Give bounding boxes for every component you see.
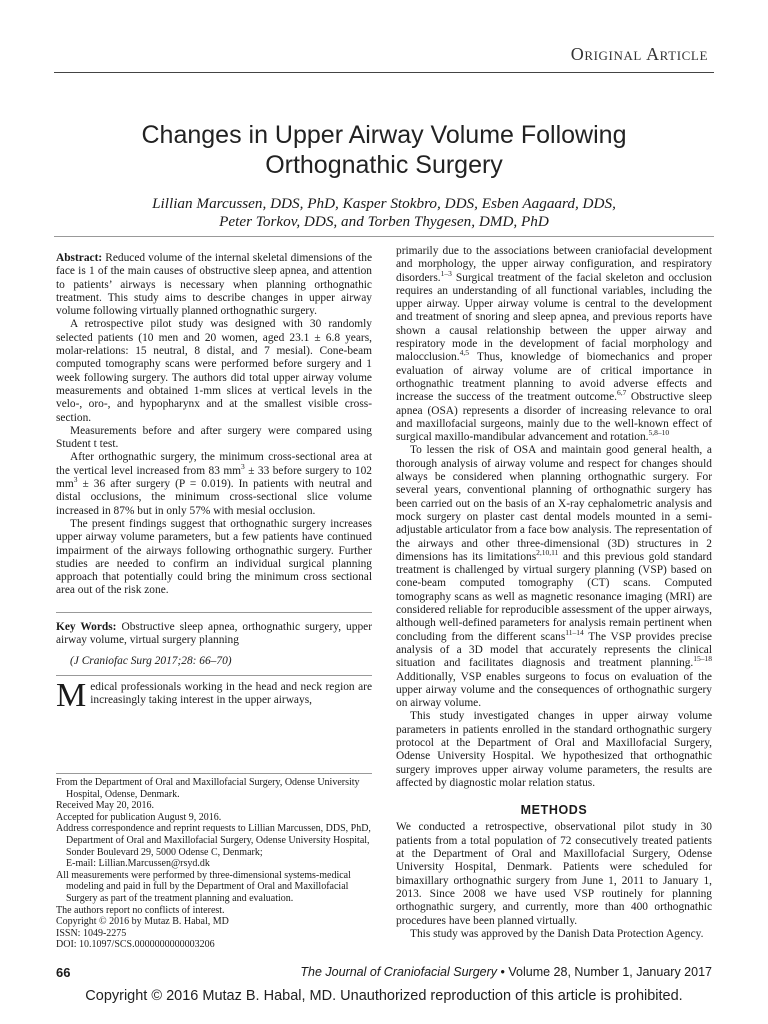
footnotes [56, 773, 372, 951]
body-paragraph-2 [396, 444, 712, 710]
intro-text: edical professionals working in the head and neck region are increasingly taking interest in the upper airways, [90, 680, 372, 706]
methods-paragraph-2: This study was approved by the Danish Data Protection Agency. [410, 927, 704, 940]
header-rule [54, 72, 714, 73]
superscript: 3 [241, 461, 245, 471]
reference-superscript: 4,5 [459, 348, 469, 358]
abstract-paragraph-1 [56, 252, 372, 318]
footnote-received: Received May 20, 2016. [56, 800, 155, 812]
body-text: primarily due to the associations between craniofacial development and morphology, the upper airway configuration, and respiratory disorders. [396, 245, 712, 284]
intro-paragraph [56, 676, 372, 714]
footnote-rule [56, 773, 372, 774]
journal-info [212, 965, 712, 979]
separator-bullet: • [500, 965, 505, 979]
abstract-paragraph-3: Measurements before and after surgery were compared using Student t test. [56, 424, 372, 451]
drop-cap: M [56, 676, 87, 714]
keywords-text: Obstructive sleep apnea, orthognathic surgery, upper airway volume, virtual surgery planning [56, 620, 372, 647]
body-text: The VSP provides precise analysis of a 3D model that accurately represents the clinical situation and facilitates diagnosis and treatment planning. [396, 630, 712, 670]
body-paragraph-1 [396, 245, 712, 444]
page-number: 66 [56, 965, 71, 980]
section-label: Original Article [570, 44, 708, 64]
footnote-email: E-mail: Lillian.Marcussen@rsyd.dk [66, 858, 210, 870]
body-text: and this previous gold standard treatment is challenged by virtual surgery planning (VSP) based on cone-beam computed tomography (CT) scans. Computed tomography scans as well as magnetic resonance imaging (MRI) are considered reliable for reproducible assessment of the upper airways, although well-defined parameters for analysis remain pertinent when concluding from the different scans [396, 550, 712, 643]
article-title [60, 120, 708, 180]
body-text: To lessen the risk of OSA and maintain good general health, a thorough analysis of airway volume and respect for changes should always be considered when planning orthognathic surgery. For several years, conventional planning of orthognathic surgery has been carried out on the basis of an X-ray cephalometric analysis and mock surgery on plaster cast dental models mounted in a semi-adjustable articulator from a face bow analysis. The representation of the airways and other three-dimensional (3D) structures in 2 dimensions has its limitations [396, 444, 712, 563]
reference-superscript: 6,7 [617, 388, 627, 398]
body-text: Additionally, VSP enables surgeons to focus on evaluation of the upper airway volume and the consequences of orthognathic surgery on airway volume. [396, 670, 712, 710]
abstract-text-1: Reduced volume of the internal skeletal dimensions of the face is 1 of the main causes of obstructive sleep apnea, and attention to patients’ airways is necessary when planning orthognathic treatment. This study aims to describe changes in upper airway volume following virtually planned orthognathic surgery. [56, 252, 372, 318]
reference-superscript: 1–3 [440, 268, 452, 278]
left-column [56, 252, 373, 714]
footnote-funding: All measurements were performed by three-dimensional systems-medical modeling and paid in full by the Department of Oral and Maxillofacial Surgery as part of the treatment planning and evaluation. [56, 869, 351, 904]
reference-superscript: 5,8–10 [648, 428, 670, 438]
authors-line-1: Lillian Marcussen, DDS, PhD, Kasper Stokbro, DDS, Esben Aagaard, DDS, [152, 195, 616, 212]
abstract-paragraph-2: A retrospective pilot study was designed with 30 randomly selected patients (10 men and 20 women, aged 23.1 ± 6.8 years, molar-relations: 15 neutral, 8 distal, and 7 mesial). Cone-beam computed tomography scans were performed before surgery and 1 week following surgery. The authors did total upper airway volume measurements and obtained 1-mm slices at vertical levels in the velo-, oro-, and hypopharynx and at the smallest visible cross-section. [56, 318, 372, 424]
abstract-paragraph-5: The present findings suggest that orthognathic surgery increases upper airway volume parameters, but a few patients have continued impairment of the airways following orthognathic surgery. Further studies are needed to confirm an individual surgical planning approach that potentially could bring the minimum cross sectional area out of the risk zone. [56, 517, 372, 597]
footnote-conflicts: The authors report no conflicts of interest. [56, 904, 225, 916]
title-rule [54, 236, 714, 237]
abstract-label: Abstract: [56, 252, 103, 264]
body-text: Surgical treatment of the facial skeleton and occlusion requires an understanding of all functional variables, including the upper airway. Upper airway volume is central to the development and treatment of snoring and sleep apnea, and previous reports have shown a causal relationship between the upper airway and respiratory mode in the development of facial morphology and malocclusion. [396, 271, 712, 364]
footnote-doi: DOI: 10.1097/SCS.0000000000003206 [56, 939, 215, 951]
abstract-text-4b: ± 33 before surgery to 102 mm [56, 464, 373, 491]
footnote-accepted: Accepted for publication August 9, 2016. [56, 811, 222, 823]
journal-name: The Journal of Craniofacial Surgery [300, 965, 498, 979]
methods-heading: METHODS [520, 803, 588, 818]
authors-line-2: Peter Torkov, DDS, and Torben Thygesen, DMD, PhD [219, 213, 549, 230]
citation-rule [56, 675, 372, 676]
right-column [396, 245, 712, 941]
footnote-copyright: Copyright © 2016 by Mutaz B. Habal, MD [56, 916, 229, 928]
superscript: 3 [73, 475, 78, 485]
body-text: Thus, knowledge of biomechanics and proper evaluation of airway volume are of critical importance in orthognathic treatment planning to avoid adverse effects and increase the success of the treatment outcome. [396, 351, 712, 404]
citation: (J Craniofac Surg 2017;28: 66–70) [70, 655, 232, 668]
footnote-correspondence: Address correspondence and reprint requests to Lillian Marcussen, DDS, PhD, Department of Oral and Maxillofacial Surgery, Odense University Hospital, Sonder Boulevard 29, 5000 Odense C, Denmark; [56, 823, 371, 858]
abstract-text-4c: ± 36 after surgery (P = 0.019). In patients with neutral and distal occlusions, the minimum cross-sectional slice volume increased in 87% but in only 57% with mesial occlusion. [56, 478, 372, 517]
reference-superscript: 11–14 [565, 627, 584, 637]
abstract-paragraph-4 [56, 451, 372, 517]
reference-superscript: 15–18 [693, 654, 712, 664]
footnote-affiliation: From the Department of Oral and Maxillofacial Surgery, Odense University Hospital, Odense, Denmark. [56, 777, 360, 800]
body-paragraph-3: This study investigated changes in upper airway volume parameters in patients enrolled in the standard orthognathic surgery protocol at the Department of Oral and Maxillofacial Surgery, Odense University Hospital. We hypothesized that orthognathic surgery improves upper airway volume parameters, the results are affected by diagnostic molar relation status. [396, 710, 712, 789]
author-list [80, 195, 688, 231]
abstract-rule [56, 612, 372, 613]
title-line-2: Orthognathic Surgery [265, 151, 503, 179]
footnote-issn: ISSN: 1049-2275 [56, 927, 127, 939]
methods-paragraph-1: We conducted a retrospective, observational pilot study in 30 patients from a total population of 72 consecutively treated patients at the Department of Oral and Maxillofacial Surgery, Odense University Hospital, Denmark. Patients were scheduled for bimaxillary orthognathic surgery from June 1, 2011 to January 1, 2013. Since 2008 we have used VSP routinely for planning orthognathic surgery, and currently, more than 400 orthognathic procedures have been planned virtually. [396, 821, 712, 927]
title-line-1: Changes in Upper Airway Volume Following [141, 121, 627, 149]
volume-info: Volume 28, Number 1, January 2017 [508, 965, 712, 979]
abstract-text-4a: After orthognathic surgery, the minimum cross-sectional area at the vertical level increased from 83 mm [56, 451, 372, 477]
reference-superscript: 2,10,11 [536, 548, 559, 558]
keywords-label: Key Words: [56, 620, 117, 633]
body-text: Obstructive sleep apnea (OSA) represents a disorder of increasing relevance to oral and maxillofacial surgeons, mainly due to the well-known effect of surgical maxillo-mandibular advancement and rotation. [396, 391, 712, 444]
copyright-banner: Copyright © 2016 Mutaz B. Habal, MD. Unauthorized reproduction of this article is prohibited. [85, 988, 683, 1004]
keywords [56, 621, 372, 648]
